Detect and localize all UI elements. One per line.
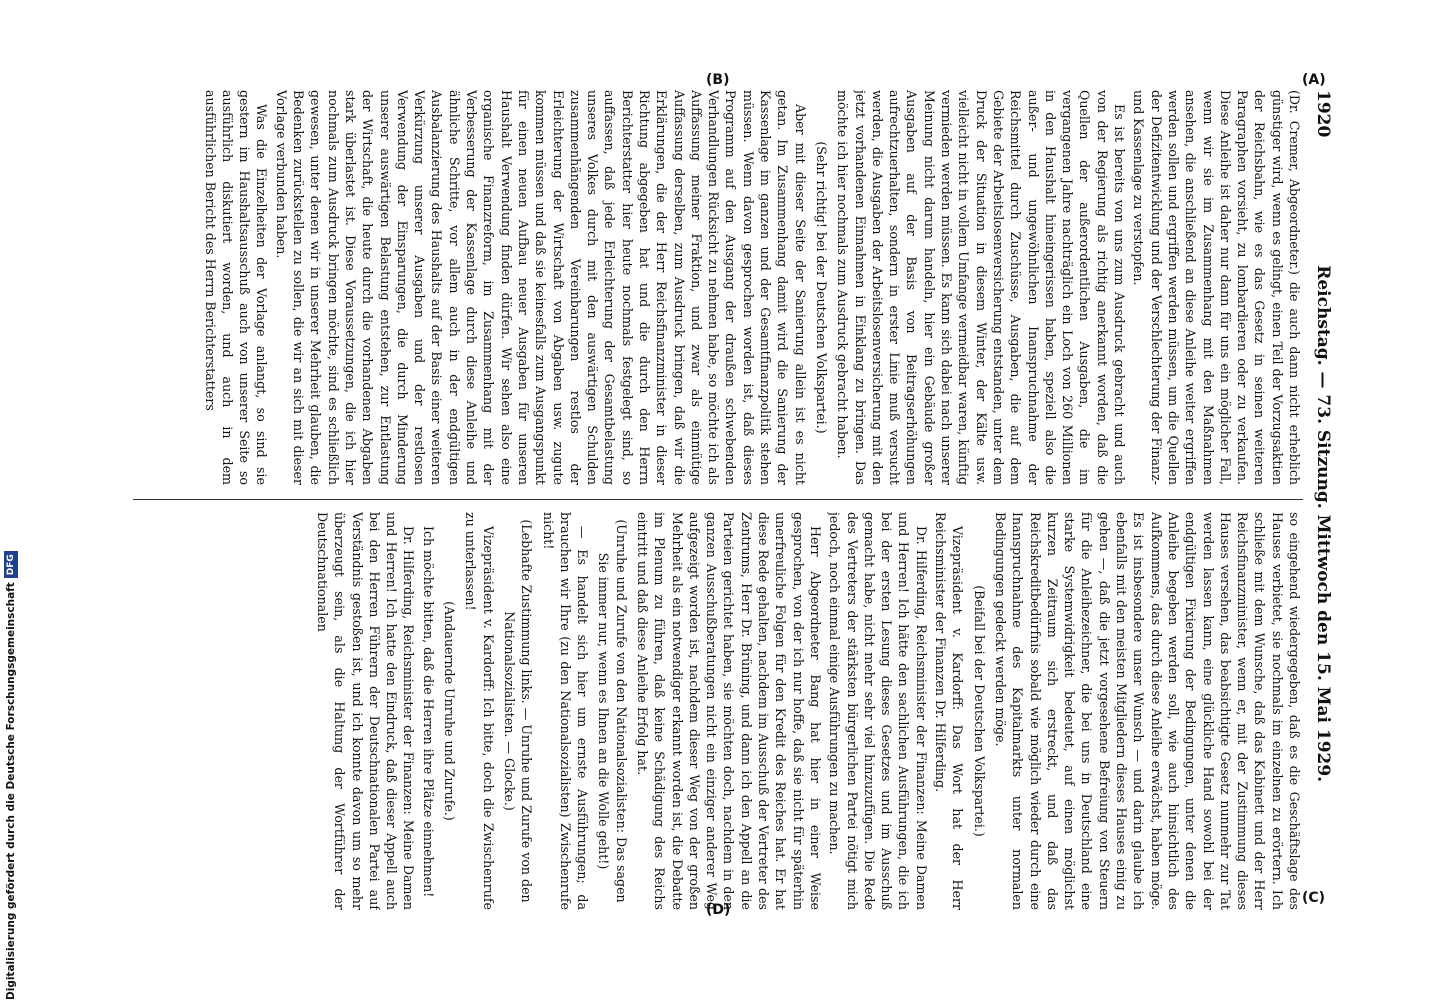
column-divider [133, 499, 1303, 500]
paragraph: Es ist bereits von uns zum Ausdruck gebracht und auch von der Regierung als richtig anerkannt worden, daß die Quellen der außerordentlichen Ausgaben, die im vergangenen Jahre nachträglich ein Loch von 260 Millionen in den Haushalt hineingerissen haben, speziell also die außer- und ungewöhnlichen Inanspruchnahme der Reichsmittel durch Zuschüsse, Ausgaben, die auf dem Gebiete der Arbeitslosenversicherung entstanden, unter dem Druck der Situation in diesem Winter, der Kälte usw. vielleicht nicht in vollem Umfange vermeidbar waren, künftig vermieden werden müssen. Es kann sich dabei nach unserer Meinung nicht darum handeln, hier ein Gebäude großer Ausgaben auf der Basis von Beitragserhöhungen aufrechtzuerhalten, sondern in erster Linie muß versucht werden, die Ausgaben der Arbeitslosenversicherung mit den jetzt vorhandenen Einnahmen in Einklang zu bringen. Das möchte ich hier nochmals zum Ausdruck gebracht haben. [835, 90, 1128, 485]
rotated-page [127, 90, 1337, 910]
interjection: (Unruhe und Zurufe von den Nationalsozialisten: Das sagen Sie immer nur, wenn es Ihnen an die Wolle geht!) [596, 519, 629, 903]
paragraph: (Dr. Cremer, Abgeordneter.) die auch dann nicht erheblich günstiger wird, wenn es gelingt, einen Teil der Vorzugsaktien der Reichsbahn, wie es das Gesetz in seinen weiteren Paragraphen vorsieht, zu lombardieren oder zu verkaufen. Diese Anleihe ist daher nur dann für uns ein möglicher Fall, wenn wir sie im Zusammenhang mit den Maßnahmen ansehen, die anschließend an diese Anleihe weiter ergriffen werden sollen und ergriffen werden müssen, um die Quellen der Defizitentwicklung und der Verschlechterung der Finanz- und Kassenlage zu verstopfen. [1131, 90, 1302, 485]
page-title: Reichstag. — 73. Sitzung. Mittwoch den 15. Mai 1929. [1313, 265, 1333, 783]
page-header [1309, 90, 1337, 910]
credit-text: Digitalisierung gefördert durch die Deutsche Forschungsgemeinschaft [5, 582, 17, 1000]
interjection: (Beifall bei der Deutschen Volkspartei.) [971, 585, 987, 837]
paragraph: Vizepräsident v. Kardorff: Das Wort hat der Herr Reichsminister der Finanzen Dr. Hilferding. [933, 512, 966, 910]
paragraph: Was die Einzelheiten der Vorlage anlangt, so sind sie gestern im Haushaltsausschuß auch von unserer Seite so ausführlich diskutiert worden, und auch in dem ausführlichen Bericht des Herrn Berichterstatters [202, 90, 270, 485]
paragraph: Ich möchte bitten, daß die Herren ihre Plätze einnehmen! [420, 526, 436, 898]
interjection: (Lebhafte Zustimmung links. — Unruhe und Zurufe von den Nationalsozialisten. — Glocke.) [501, 519, 535, 903]
digitization-credit [4, 0, 18, 1000]
interjection: (Andauernde Unruhe und Zurufe.) [442, 601, 458, 821]
paragraph: so eingehend wiedergegeben, daß es die Geschäftslage des Hauses verbietet, sie nochmals im einzelnen zu erörtern. Ich schließe mit dem Wunsche, daß das Kabinett und der Herr Reichsfinanzminister, wenn er, mit der Zustimmung dieses Hauses versehen, das beabsichtigte Gesetz nunmehr zur Tat werden lassen kann, eine glückliche Hand sowohl bei der endgültigen Fixierung der Bedingungen, unter denen die Anleihe begeben werden soll, wie auch hinsichtlich des Aufkommens, das durch diese Anleihe erwächst, haben möge. Es ist insbesondere unser Wunsch — und darin glaube ich ebenfalls mit den meisten Mitgliedern dieses Hauses einig zu gehen —, daß die jetzt vorgesehene Befreiung von Steuern für die Anleihezeichner, die bei uns in Deutschland eine starke Systemwidrigkeit bedeutet, auf einen möglichst kurzen Zeitraum sich erstreckt, und daß das Reichskreditbedürfnis sobald wie möglich wieder durch eine Inanspruchnahme des Kapitalmarkts unter normalen Bedingungen gedeckt werden möge. [992, 512, 1302, 910]
paragraph: Vizepräsident v. Kardorff: Ich bitte, doch die Zwischenrufe zu unterlassen! [463, 512, 496, 910]
paragraph: Aber mit dieser Seite der Sanierung allein ist es nicht getan. Im Zusammenhang damit wird die Sanierung der Kassenlage im ganzen und der Gesamtfinanzpolitik stehen müssen. Wenn davon gesprochen worden ist, daß dieses Programm auf den Ausgang der draußen schwebenden Verhandlungen Rücksicht zu nehmen habe, so möchte ich als Auffassung meiner Fraktion, und zwar als einmütige Auffassung derselben, zum Ausdruck bringen, daß wir die Erklärungen, die der Herr Reichsfinanzminister in dieser Richtung abgegeben hat und die durch den Herrn Berichterstatter hier heute nochmals festgelegt sind, so auffassen, daß jede Erleichterung der Gesamtbelastung unseres Volkes durch mit den auswärtigen Schulden zusammenhängenden Vereinbarungen restlos der Erleichterung der Wirtschaft von Abgaben usw. zugute kommen müssen und daß sie keinesfalls zum Ausgangspunkt für einen neuen Aufbau neuer Ausgaben für unseren Haushalt Verwendung finden dürfen. Wir sehen also eine organische Finanzreform, im Zusammenhang mit der Verbesserung der Kassenlage durch diese Anleihe und ähnliche Schritte, vor allem auch in der endgültigen Ausbalanzierung des Haushalts auf der Basis einer weiteren Verkürzung unserer Ausgaben und der restlosen Verwendung der Einsparungen, die durch Minderung unserer auswärtigen Belastung entstehen, zur Entlastung der Wirtschaft, die heute durch die vorhandenen Abgaben stark überlastet ist. Diese Voraussetzungen, die ich hier nochmals zum Ausdruck bringen möchte, sind es schließlich gewesen, unter denen wir in unserer Mehrheit glauben, die Bedenken zurückstellen zu sollen, die wir an sich mit dieser Vorlage verbunden haben. [273, 90, 808, 485]
paragraph: Dr. Hilferding, Reichsminister der Finanzen: Meine Damen und Herren! Ich hätte den sachlichen Ausführungen, die ich bei der ersten Lesung dieses Gesetzes und im Ausschuß gemacht habe, nicht mehr sehr viel hinzuzufügen. Die Rede des Vertreters der stärksten bürgerlichen Partei nötigt mich jedoch, noch einmal einige Ausführungen zu machen. [827, 512, 929, 910]
paragraph: Dr. Hilferding, Reichsminister der Finanzen: Meine Damen und Herren! Ich hatte den Eindruck, daß dieser Appell auch bei den Herren Führern der Deutschnationalen Partei auf Verständnis gestoßen ist, und ich konnte davon um so mehr überzeugt sein, als die Haltung der Wortführer der Deutschnationalen [314, 512, 417, 910]
page-number: 1920 [1313, 90, 1333, 138]
margin-marker-a: (A) [1302, 72, 1326, 88]
paragraph: — Es handelt sich hier um ernste Ausführungen; da brauchen wir Ihre (zu den Nationalsozialisten) Zwischenrufe nicht! [540, 512, 591, 910]
margin-marker-b: (B) [706, 72, 730, 88]
interjection: (Sehr richtig! bei der Deutschen Volkspartei.) [813, 141, 829, 434]
paragraph: Herr Abgeordneter Bang hat hier in einer Weise gesprochen, von der ich nur hoffe, daß sie nicht für späterhin unerfreuliche Folgen für den Kredit des Reiches hat. Er hat diese Rede gehalten, nachdem im Ausschuß der Vertreter des Zentrums, Herr Dr. Brüning, und dann ich den Appell an die Parteien gerichtet haben, sie möchten doch, nachdem in den ganzen Ausschußberatungen nicht ein einziger anderer Weg aufgezeigt worden ist, nachdem dieser Weg von der großen Mehrheit als ein notwendiger erkannt worden ist, die Debatte im Plenum zu führen, daß keine Schädigung des Reichs eintritt und daß diese Anleihe Erfolg hat. [635, 512, 823, 910]
margin-marker-d: (D) [706, 902, 731, 918]
left-column [133, 90, 1303, 485]
dfg-logo: DFG [4, 551, 18, 578]
margin-marker-c: (C) [1302, 890, 1326, 906]
right-column [133, 512, 1303, 910]
